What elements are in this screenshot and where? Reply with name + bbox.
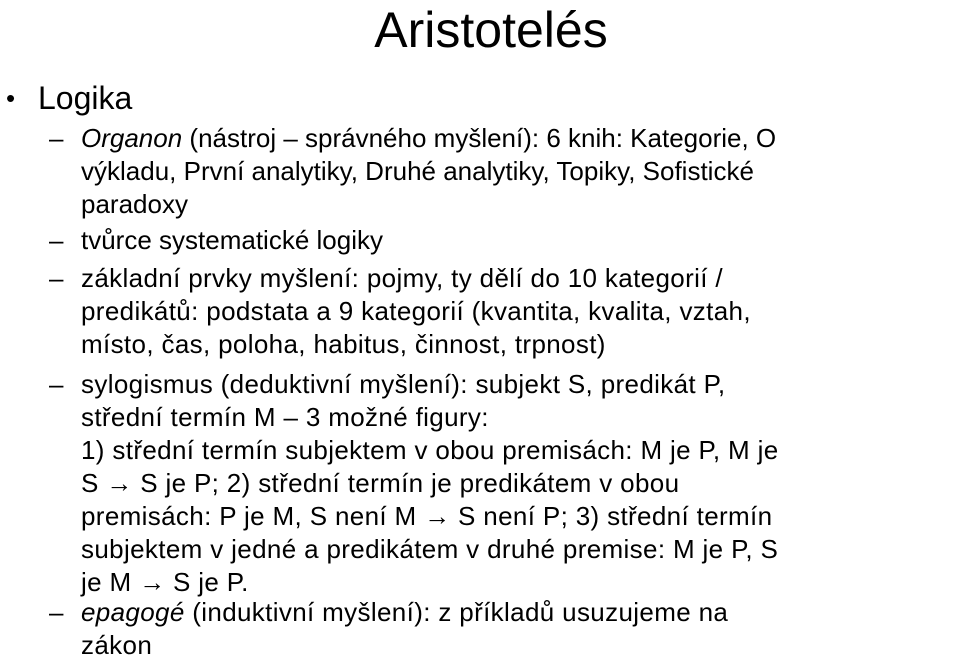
dash-marker: – <box>49 123 64 153</box>
text-line: predikátů: podstata a 9 kategorií (kvantita, kvalita, vztah, <box>81 296 751 326</box>
dash-marker: – <box>49 263 64 293</box>
text-line: subjektem v jedné a predikátem v druhé premise: M je P, S <box>81 534 779 564</box>
bullet-dot: • <box>6 83 16 113</box>
text-line: S → S je P; 2) střední termín je predikátem v obou <box>81 468 680 498</box>
line-text: (induktivní myšlení): z příkladů usuzujeme na <box>184 597 729 627</box>
text-line: je M → S je P. <box>81 567 249 597</box>
italic-term: epagogé <box>81 597 185 627</box>
line-text: (nástroj – správného myšlení): 6 knih: Kategorie, O <box>182 123 777 153</box>
sub-bullet-epagoge-body <box>81 596 956 662</box>
text-line: paradoxy <box>81 189 188 219</box>
text-line: zákon <box>81 630 153 660</box>
bullet-logika-text: Logika <box>38 80 133 116</box>
sub-bullet-zakladni-prvky-body <box>81 262 956 361</box>
text-line <box>81 596 956 629</box>
dash-marker: – <box>49 597 64 627</box>
text-line: základní prvky myšlení: pojmy, ty dělí do 10 kategorií / <box>81 263 723 293</box>
text-line: místo, čas, poloha, habitus, činnost, trpnost) <box>81 329 606 359</box>
sub-bullet-organon-body <box>81 122 956 221</box>
text-line: premisách: P je M, S není M → S není P; 3) střední termín <box>81 501 773 531</box>
sub-bullet-sylogismus-body <box>81 368 956 599</box>
sub-bullet-tvurce-body <box>81 224 956 257</box>
slide-title: Aristotelés <box>374 2 608 58</box>
text-line: výkladu, První analytiky, Druhé analytiky, Topiky, Sofistické <box>81 156 754 186</box>
text-line: tvůrce systematické logiky <box>81 225 383 255</box>
dash-marker: – <box>49 369 64 399</box>
text-line: sylogismus (deduktivní myšlení): subjekt S, predikát P, <box>81 369 726 399</box>
text-line <box>81 122 956 155</box>
text-line: 1) střední termín subjektem v obou premisách: M je P, M je <box>81 435 779 465</box>
dash-marker: – <box>49 225 64 255</box>
text-line: střední termín M – 3 možné figury: <box>81 402 489 432</box>
italic-term: Organon <box>81 123 183 153</box>
